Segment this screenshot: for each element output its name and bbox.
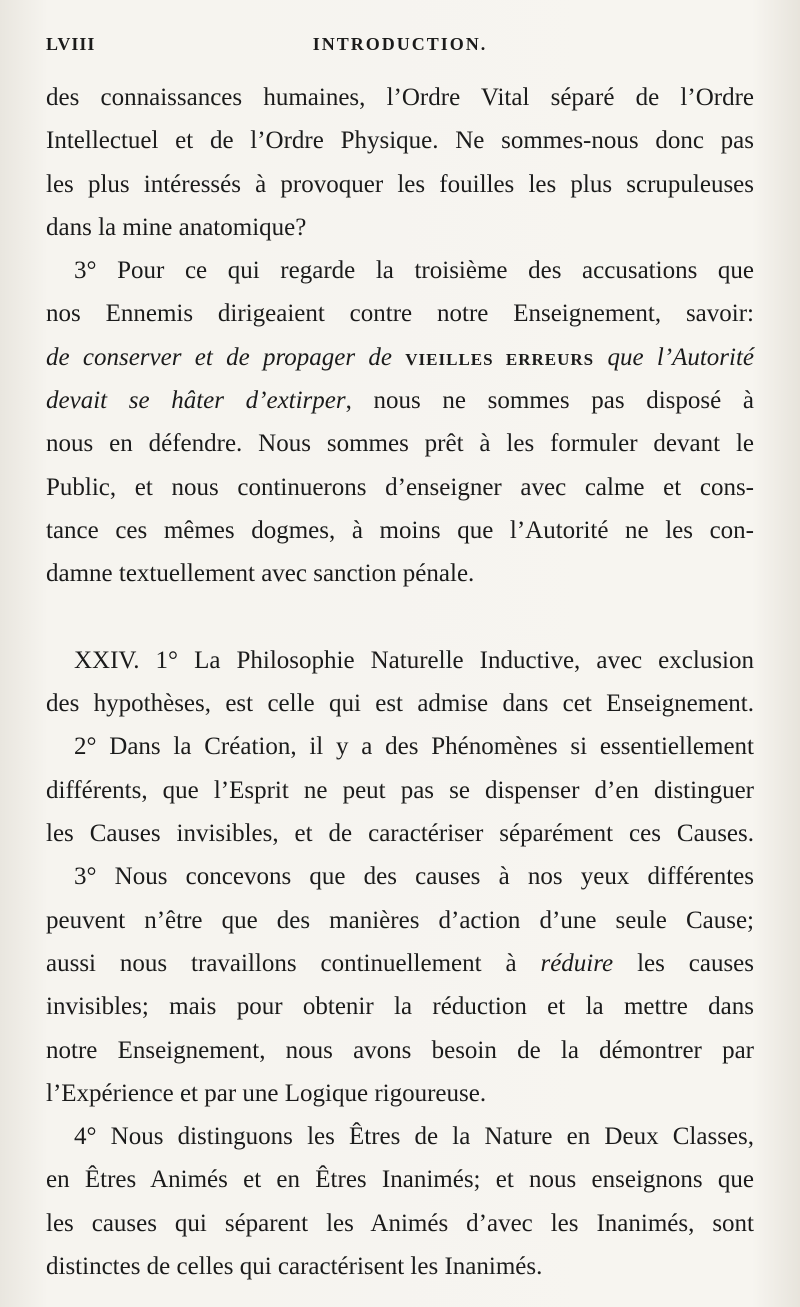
text-line: l’Expérience et par une Logique rigoureuse.: [46, 1079, 487, 1107]
text-line: les plus intéressés à provoquer les fouilles les plus scrupuleuses: [46, 170, 754, 198]
text-segment: les causes: [637, 949, 755, 977]
text-line: Public, et nous continuerons d’enseigner avec calme et cons-: [46, 473, 754, 501]
text-line: 3° Nous concevons que des causes à nos yeux différentes: [74, 863, 754, 891]
text-line: nos Ennemis dirigeaient contre notre Enseignement, savoir:: [46, 300, 754, 328]
text-line: 4° Nous distinguons les Êtres de la Nature en Deux Classes,: [74, 1123, 754, 1151]
section-heading-line: XXIV. 1° La Philosophie Naturelle Inductive, avec exclusion: [74, 646, 754, 674]
text-segment: aussi nous travaillons continuellement à: [46, 949, 517, 977]
text-line: dans la mine anatomique?: [46, 213, 307, 241]
text-line: tance ces mêmes dogmes, à moins que l’Autorité ne les con-: [46, 516, 754, 544]
text-line-mixed: [46, 336, 754, 379]
paragraph-gap: [46, 596, 754, 639]
body-text: [46, 76, 754, 1288]
text-line: peuvent n’être que des manières d’action d’une seule Cause;: [46, 906, 754, 934]
text-line: les causes qui séparent les Animés d’avec les Inanimés, sont: [46, 1209, 754, 1237]
small-caps-text: VIEILLES ERREURS: [405, 349, 595, 369]
italic-text: de conserver et de propager de: [46, 343, 392, 371]
text-line: 2° Dans la Création, il y a des Phénomènes si essentiellement: [74, 733, 754, 761]
text-segment: , nous ne sommes pas disposé à: [345, 387, 754, 415]
text-line: invisibles; mais pour obtenir la réduction et la mettre dans: [46, 993, 754, 1021]
text-line: en Êtres Animés et en Êtres Inanimés; et nous enseignons que: [46, 1166, 754, 1194]
text-line: nous en défendre. Nous sommes prêt à les formuler devant le: [46, 430, 754, 458]
text-line: les Causes invisibles, et de caractériser séparément ces Causes.: [46, 820, 754, 848]
text-line: des connaissances humaines, l’Ordre Vital séparé de l’Ordre: [46, 84, 754, 111]
text-line: des hypothèses, est celle qui est admise dans cet Enseignement.: [46, 690, 754, 718]
page-header: [46, 34, 754, 58]
text-line: distinctes de celles qui caractérisent les Inanimés.: [46, 1253, 543, 1281]
text-line: Intellectuel et de l’Ordre Physique. Ne sommes-nous donc pas: [46, 127, 754, 155]
page-number: LVIII: [46, 34, 96, 54]
italic-text: que l’Autorité: [607, 343, 755, 371]
running-title: INTRODUCTION.: [312, 34, 488, 54]
italic-text: devait se hâter d’extirper: [46, 387, 346, 415]
text-line: notre Enseignement, nous avons besoin de la démontrer par: [46, 1036, 754, 1064]
text-line: 3° Pour ce qui regarde la troisième des accusations que: [74, 257, 754, 285]
text-line-mixed: [46, 942, 754, 985]
text-line-mixed: [46, 379, 754, 422]
text-line: différents, que l’Esprit ne peut pas se dispenser d’en distinguer: [46, 776, 754, 804]
italic-text: réduire: [540, 949, 614, 977]
text-line: damne textuellement avec sanction pénale.: [46, 560, 475, 588]
